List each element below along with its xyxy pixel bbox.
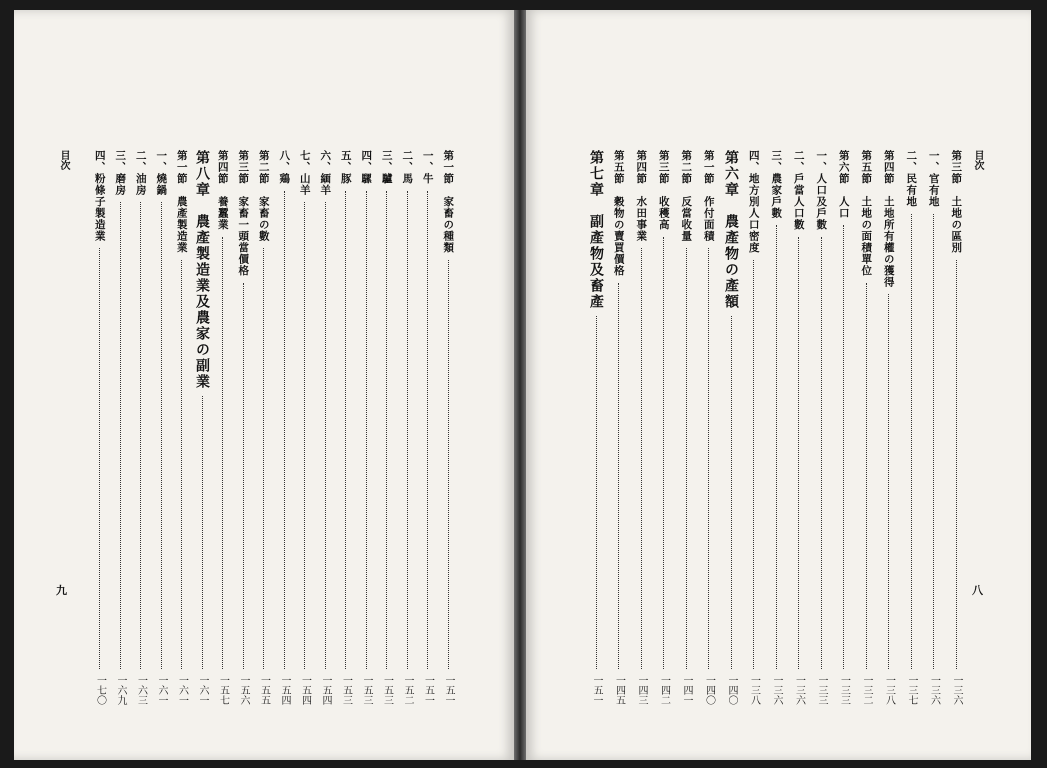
dot-leader — [99, 248, 100, 669]
toc-entry-row — [151, 150, 171, 705]
dot-leader — [821, 237, 822, 670]
page-number: 一六三 — [135, 675, 147, 705]
entry-title: 三、農家戶數 — [770, 150, 783, 219]
toc-entry-row — [631, 150, 651, 705]
dot-leader — [202, 396, 203, 669]
entry-title: 一、人口及戶數 — [815, 150, 828, 231]
dot-leader — [222, 237, 223, 670]
entry-title: 第六節 人口 — [837, 150, 850, 219]
entry-title: 四、地方別人口密度 — [747, 150, 760, 254]
toc-entry-row — [418, 150, 438, 705]
entry-title: 第五節 土地の面積單位 — [860, 150, 873, 277]
page-number: 一六九 — [115, 675, 126, 705]
toc-entry-row — [377, 150, 397, 705]
toc-entry-row — [811, 150, 831, 705]
entry-title: 一、官有地 — [927, 150, 940, 208]
chapter-title: 第七章 副產物及畜產 — [588, 150, 604, 310]
page-number: 一四一 — [681, 675, 692, 705]
dot-leader — [181, 260, 182, 670]
page-number: 一四五 — [613, 675, 625, 705]
dot-leader — [618, 283, 619, 670]
dot-leader — [304, 202, 305, 669]
page-number: 一五六 — [238, 675, 249, 705]
entry-title: 七、山羊 — [298, 150, 311, 196]
entry-title: 第三節 土地の區別 — [950, 150, 963, 254]
entry-title: 第二節 家畜の數 — [257, 150, 270, 242]
page-number: 一五五 — [258, 675, 270, 705]
toc-entry-row — [172, 150, 192, 705]
entry-title: 第四節 養蠶業 — [216, 150, 229, 231]
page-number: 一五四 — [320, 675, 331, 705]
toc-entry-row — [315, 150, 335, 705]
dot-leader — [911, 214, 912, 670]
dot-leader — [641, 248, 642, 669]
toc-entry-row — [744, 150, 764, 705]
dot-leader — [161, 202, 162, 669]
page-number: 一四〇 — [726, 675, 737, 705]
toc-entry-row — [233, 150, 253, 705]
page-number: 一五三 — [361, 675, 372, 705]
dot-leader — [325, 202, 326, 669]
dot-leader — [866, 283, 867, 670]
page-number: 一四三 — [636, 675, 647, 705]
page-number: 一五四 — [299, 675, 311, 705]
toc-entry-row — [946, 150, 966, 705]
right-running-header: 目次 — [972, 150, 983, 170]
dot-leader — [263, 248, 264, 669]
dot-leader — [708, 248, 709, 669]
toc-entry-row — [856, 150, 876, 705]
entry-title: 四、騾 — [360, 150, 373, 185]
page-number: 一五一 — [422, 675, 434, 705]
page-number: 一三三 — [816, 675, 827, 705]
entry-title: 六、緬羊 — [319, 150, 332, 196]
toc-entry-row — [295, 150, 315, 705]
dot-leader — [366, 191, 367, 670]
toc-entry-row — [789, 150, 809, 705]
page-number: 一五七 — [217, 675, 229, 705]
page-number: 一六一 — [176, 675, 188, 705]
toc-entry-row — [676, 150, 696, 705]
toc-chapter-row — [192, 150, 212, 705]
dot-leader — [843, 225, 844, 669]
page-number: 一三六 — [793, 675, 805, 705]
toc-entry-row — [699, 150, 719, 705]
dot-leader — [956, 260, 957, 670]
toc-entry-row — [879, 150, 899, 705]
toc-entry-row — [609, 150, 629, 705]
entry-title: 第一節 家畜の種類 — [442, 150, 455, 254]
page-number: 一四〇 — [703, 675, 715, 705]
dot-leader — [140, 202, 141, 669]
toc-entry-row — [110, 150, 130, 705]
dot-leader — [407, 191, 408, 670]
page-number: 一三八 — [883, 675, 895, 705]
entry-title: 四、粉條子製造業 — [93, 150, 106, 242]
entry-title: 第二節 反當收量 — [680, 150, 693, 242]
page-number: 一五三 — [340, 675, 352, 705]
toc-entry-row — [90, 150, 110, 705]
toc-entry-row — [438, 150, 458, 705]
dot-leader — [243, 283, 244, 670]
dot-leader — [284, 191, 285, 670]
chapter-title: 第六章 農產物の產額 — [723, 150, 739, 310]
left-running-header: 目次 — [58, 150, 69, 170]
dot-leader — [120, 202, 121, 669]
dot-leader — [386, 191, 387, 670]
toc-entry-row — [924, 150, 944, 705]
dot-leader — [596, 316, 597, 669]
entry-title: 第四節 水田事業 — [635, 150, 648, 242]
page-number: 一五四 — [279, 675, 290, 705]
page-number: 一三六 — [951, 675, 962, 705]
toc-chapter-row — [721, 150, 741, 705]
toc-entry-row — [834, 150, 854, 705]
toc-entry-row — [336, 150, 356, 705]
entry-title: 三、驢 — [380, 150, 393, 185]
dot-leader — [776, 225, 777, 669]
page-number: 一四二 — [658, 675, 670, 705]
entry-title: 一、牛 — [421, 150, 434, 185]
toc-entry-row — [356, 150, 376, 705]
dot-leader — [888, 294, 889, 669]
page-number: 一三六 — [928, 675, 940, 705]
page-number: 一五一 — [591, 675, 602, 705]
toc-entry-row — [766, 150, 786, 705]
entry-title: 第一節 農產製造業 — [175, 150, 188, 254]
entry-title: 二、馬 — [401, 150, 414, 185]
dot-leader — [731, 316, 732, 669]
entry-title: 八、鶏 — [278, 150, 291, 185]
toc-entry-row — [131, 150, 151, 705]
entry-title: 五、豚 — [339, 150, 352, 185]
toc-entry-row — [274, 150, 294, 705]
entry-title: 二、油房 — [134, 150, 147, 196]
page-number: 一三六 — [771, 675, 782, 705]
book-spine — [514, 10, 526, 760]
page-number: 一六一 — [156, 675, 167, 705]
dot-leader — [427, 191, 428, 670]
chapter-title: 第八章 農產製造業及農家の副業 — [194, 150, 210, 390]
page-number: 一六一 — [197, 675, 208, 705]
toc-entry-row — [901, 150, 921, 705]
toc-entry-row — [397, 150, 417, 705]
entry-title: 三、磨房 — [114, 150, 127, 196]
entry-title: 一、燒鍋 — [155, 150, 168, 196]
dot-leader — [448, 260, 449, 670]
page-number: 一三二 — [861, 675, 872, 705]
page-number: 一七〇 — [94, 675, 106, 705]
dot-leader — [753, 260, 754, 670]
dot-leader — [663, 237, 664, 670]
entry-title: 第一節 作付面積 — [702, 150, 715, 242]
page-number: 一三八 — [748, 675, 760, 705]
toc-entry-row — [213, 150, 233, 705]
entry-title: 第三節 收穫高 — [657, 150, 670, 231]
dot-leader — [933, 214, 934, 670]
dot-leader — [345, 191, 346, 670]
toc-entry-row — [254, 150, 274, 705]
entry-title: 二、戶當人口數 — [792, 150, 805, 231]
entry-title: 第四節 土地所有權の獲得 — [882, 150, 895, 288]
dot-leader — [686, 248, 687, 669]
page-number: 一三三 — [838, 675, 850, 705]
page-number: 一五三 — [381, 675, 393, 705]
right-folio: 八 — [972, 584, 983, 597]
page-number: 一五二 — [402, 675, 413, 705]
page-number: 一五一 — [443, 675, 454, 705]
toc-entry-row — [654, 150, 674, 705]
page-number: 一三七 — [906, 675, 917, 705]
entry-title: 第五節 穀物の賣買價格 — [612, 150, 625, 277]
entry-title: 第三節 家畜一頭當價格 — [237, 150, 250, 277]
toc-chapter-row — [586, 150, 606, 705]
left-folio: 九 — [56, 584, 67, 597]
dot-leader — [798, 237, 799, 670]
entry-title: 二、民有地 — [905, 150, 918, 208]
